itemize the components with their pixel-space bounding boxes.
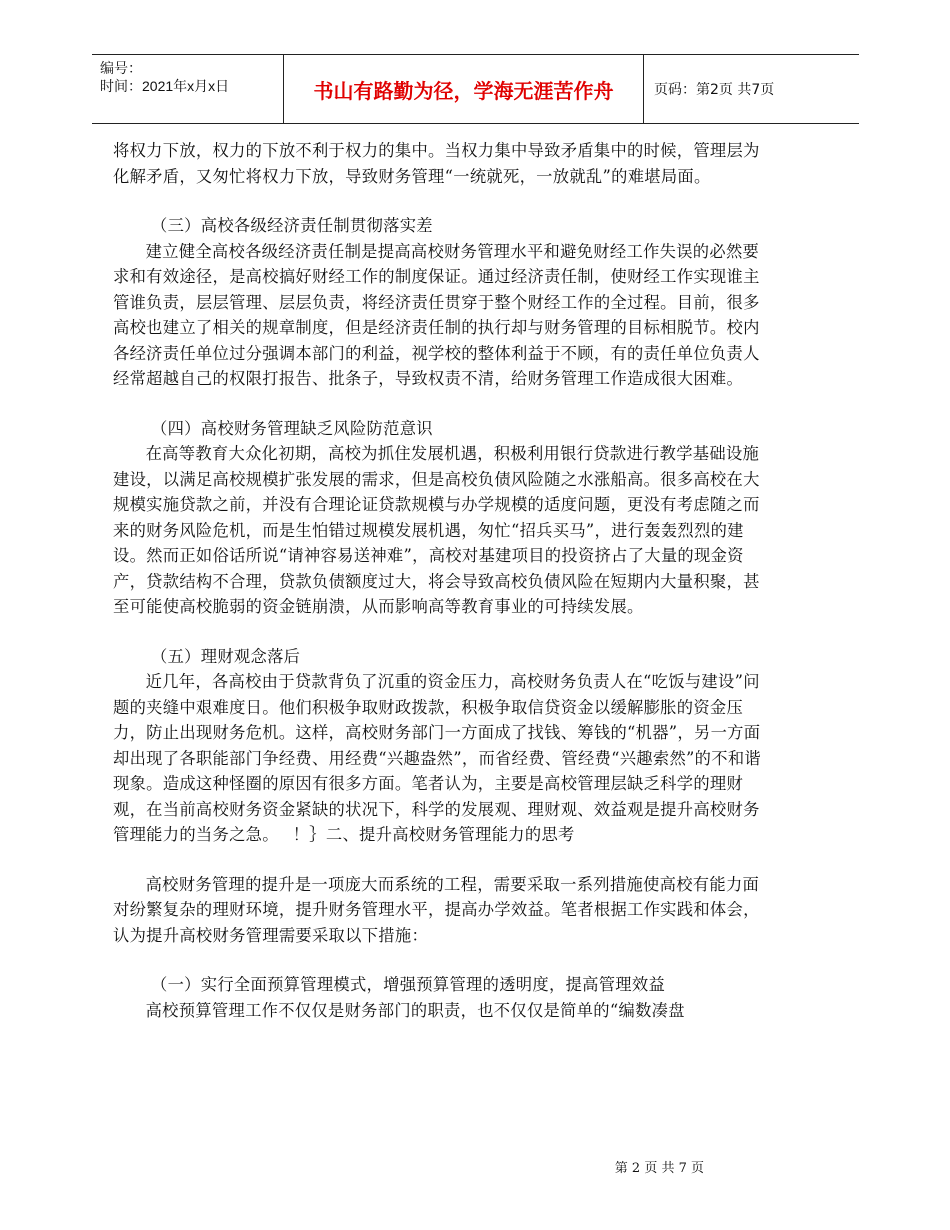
header-page-info: 页码：第2页 共7页 <box>654 82 775 98</box>
paragraph: 将权力下放，权力的下放不利于权力的集中。当权力集中导致矛盾集中的时候，管理层为化解矛盾，又匆忙将权力下放，导致财务管理“一统就死，一放就乱”的难堪局面。 <box>113 141 760 186</box>
document-body <box>113 138 763 1023</box>
section-heading: （三）高校各级经济责任制贯彻落实差 <box>151 216 433 235</box>
header-meta <box>92 55 284 123</box>
paragraph: 高校预算管理工作不仅仅是财务部门的职责，也不仅仅是简单的“编数凑盘 <box>145 1000 685 1020</box>
page-number: 第 2 页 共 7 页 <box>614 1161 704 1176</box>
paragraph: 高校财务管理的提升是一项庞大而系统的工程，需要采取一系列措施使高校有能力面对纷繁复杂的理财环境，提升财务管理水平，提高办学效益。笔者根据工作实践和体会，认为提升高校财务管理需要采取以下措施： <box>113 874 760 945</box>
page-footer <box>0 1157 950 1176</box>
paragraph: 在高等教育大众化初期，高校为抓住发展机遇，积极利用银行贷款进行教学基础设施建设，以满足高校规模扩张发展的需求，但是高校负债风险随之水涨船高。很多高校在大规模实施贷款之前，并没有合理论证贷款规模与办学规模的适度问题，更没有考虑随之而来的财务风险危机，而是生怕错过规模发展机遇，匆忙“招兵买马”，进行轰轰烈烈的建设。然而正如俗话所说“请神容易送神难”，高校对基建项目的投资挤占了大量的现金资产，贷款结构不合理，贷款负债额度过大，将会导致高校负债风险在短期内大量积聚，甚至可能使高校脆弱的资金链崩溃，从而影响高等教育事业的可持续发展。 <box>113 444 760 616</box>
section-heading: （一）实行全面预算管理模式，增强预算管理的透明度，提高管理效益 <box>151 975 666 994</box>
doc-date: 时间：2021年x月x日 <box>100 78 230 94</box>
section-heading: （五）理财观念落后 <box>151 646 301 666</box>
paragraph: 近几年，各高校由于贷款背负了沉重的资金压力，高校财务负责人在“吃饭与建设”问题的夹缝中艰难度日。他们积极争取财政拨款，积极争取信贷资金以缓解膨胀的资金压力，防止出现财务危机。这样，高校财务部门一方面成了找钱、筹钱的“机器”，另一方面却出现了各职能部门争经费、用经费“兴趣盎然”，而省经费、管经费“兴趣索然”的不和谐现象。造成这种怪圈的原因有很多方面。笔者认为，主要是高校管理层缺乏科学的理财观，在当前高校财务资金紧缺的状况下，科学的发展观、理财观、效益观是提升高校财务管理能力的当务之急。 ！｝二、提升高校财务管理能力的思考 <box>113 672 762 844</box>
page-header <box>92 54 859 124</box>
doc-number: 编号： <box>100 60 142 76</box>
section-heading: （四）高校财务管理缺乏风险防范意识 <box>151 418 433 438</box>
paragraph: 建立健全高校各级经济责任制是提高高校财务管理水平和避免财经工作失误的必然要求和有效途径，是高校搞好财经工作的制度保证。通过经济责任制，使财经工作实现谁主管谁负责，层层管理、层层负责，将经济责任贯穿于整个财经工作的全过程。目前，很多高校也建立了相关的规章制度，但是经济责任制的执行却与财务管理的目标相脱节。校内各经济责任单位过分强调本部门的利益，视学校的整体利益于不顾，有的责任单位负责人经常超越自己的权限打报告、批条子，导致权责不清，给财务管理工作造成很大困难。 <box>113 241 760 388</box>
header-motto: 书山有路勤为径，学海无涯苦作舟 <box>284 55 644 123</box>
